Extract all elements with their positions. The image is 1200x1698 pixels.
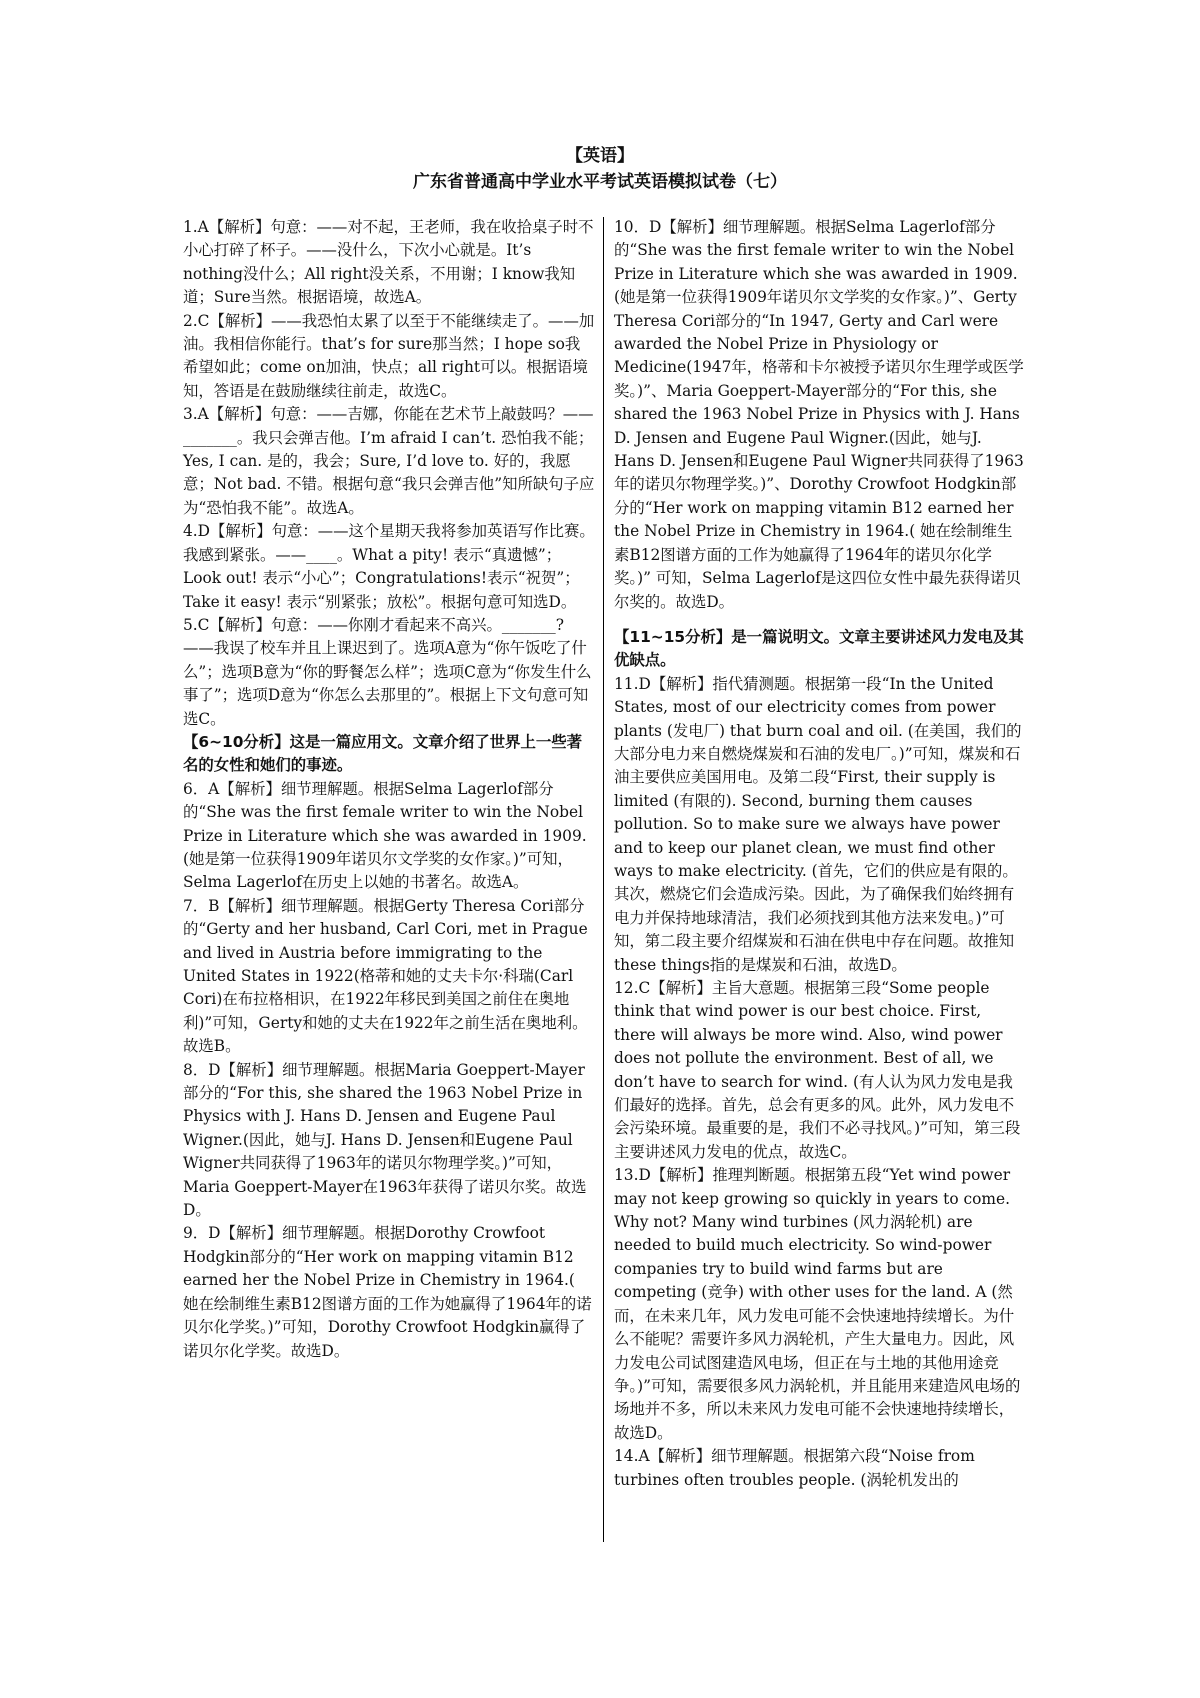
answer-paragraph: 2.C【解析】——我恐怕太累了以至于不能继续走了。——加油。我相信你能行。that’s for sure那当然；I hope so我希望如此；come on加油，快点；all right可以。根据语境知，答语是在鼓励继续往前走，故选C。 (183, 311, 595, 400)
answer-paragraph: 3.A【解析】句意：——吉娜，你能在艺术节上敲鼓吗？——_______。我只会弹吉他。I’m afraid I can’t. 恐怕我不能；Yes, I can. 是的，我会；Sure, I’d love to. 好的，我愿意；Not bad. 不错。根据句意“我只会弹吉他”知所缺句子应为“恐怕我不能”。故选A。 (183, 405, 595, 517)
answer-paragraph: 8．D【解析】细节理解题。根据Maria Goeppert-Mayer部分的“For this, she shared the 1963 Nobel Prize in Physics with J. Hans D. Jensen and Eugene Paul Wigner.(因此，她与J. Hans D. Jensen和Eugene Paul Wigner共同获得了1963年的诺贝尔物理学奖。)”可知，Maria Goeppert-Mayer在1963年获得了诺贝尔奖。故选D。 (183, 1060, 587, 1220)
subject-heading: 【英语】 (566, 146, 634, 166)
answer-paragraph: 9．D【解析】细节理解题。根据Dorothy Crowfoot Hodgkin部分的“Her work on mapping vitamin B12 earned her the Nobel Prize in Chemistry in 1964.( 她在绘制维生素B12图谱方面的工作为她赢得了1964年的诺贝尔化学奖。)”可知，Dorothy Crowfoot Hodgkin赢得了诺贝尔化学奖。故选D。 (183, 1224, 592, 1360)
answer-paragraph: 7．B【解析】细节理解题。根据Gerty Theresa Cori部分的“Gerty and her husband, Carl Cori, met in Prague and lived in Austria before immigrating to the United States in 1922(格蒂和她的丈夫卡尔·科瑞(Carl Cori)在布拉格相识，在1922年移民到美国之前住在奥地利)”可知，Gerty和她的丈夫在1922年之前生活在奥地利。故选B。 (183, 896, 588, 1056)
answer-paragraph: 13.D【解析】推理判断题。根据第五段“Yet wind power may not keep growing so quickly in years to come. Why not? Many wind turbines (风力涡轮机) are needed to build much electricity. So wind-power companies try to build wind farms but are competing (竞争) with other uses for the land. A (然而，在未来几年，风力发电可能不会快速地持续增长。为什么不能呢？需要许多风力涡轮机，产生大量电力。因此，风力发电公司试图建造风电场，但正在与土地的其他用途竞争。)”可知，需要很多风力涡轮机，并且能用来建造风电场的场地并不多，所以未来风力发电可能不会快速地持续增长，故选D。 (614, 1166, 1021, 1442)
exam-title: 广东省普通高中学业水平考试英语模拟试卷（七） (413, 172, 787, 192)
answer-paragraph: 5.C【解析】句意：——你刚才看起来不高兴。_______? ——我误了校车并且上课迟到了。选项A意为“你午饭吃了什么”；选项B意为“你的野餐怎么样”；选项C意为“你发生什么事了”；选项D意为“你怎么去那里的”。根据上下文句意可知选C。 (183, 615, 592, 728)
section-heading: 【6~10分析】这是一篇应用文。文章介绍了世界上一些著名的女性和她们的事迹。 (183, 732, 583, 775)
section-heading: 【11~15分析】是一篇说明文。文章主要讲述风力发电及其优缺点。 (614, 627, 1024, 670)
answer-paragraph: 4.D【解析】句意：——这个星期天我将参加英语写作比赛。我感到紧张。——____。What a pity! 表示“真遗憾”；Look out! 表示“小心”；Congratulations!表示“祝贺”；Take it easy! 表示“别紧张；放松”。根据句意可知选D。 (183, 522, 595, 611)
answer-paragraph: 6．A【解析】细节理解题。根据Selma Lagerlof部分的“She was the first female writer to win the Nobel Prize in Literature which she was awarded in 1909.(她是第一位获得1909年诺贝尔文学奖的女作家。)”可知，Selma Lagerlof在历史上以她的书著名。故选A。 (183, 779, 587, 892)
right-column (614, 216, 1026, 1492)
left-column (183, 216, 595, 1363)
section-gap (614, 614, 1026, 626)
column-divider (603, 217, 604, 1542)
answer-paragraph: 1.A【解析】句意：——对不起，王老师，我在收拾桌子时不小心打碎了杯子。——没什么，下次小心就是。It’s nothing没什么；All right没关系，不用谢；I know我知道；Sure当然。根据语境，故选A。 (183, 218, 594, 307)
answer-paragraph: 11.D【解析】指代猜测题。根据第一段“In the United States, most of our electricity comes from power plants (发电厂) that burn coal and oil. (在美国，我们的大部分电力来自燃烧煤炭和石油的发电厂。)”可知，煤炭和石油主要供应美国用电。及第二段“First, their supply is limited (有限的). Second, burning them causes pollution. So to make sure we always have power and to keep our planet clean, we must find other ways to make electricity. (首先，它们的供应是有限的。其次，燃烧它们会造成污染。因此，为了确保我们始终拥有电力并保持地球清洁，我们必须找到其他方法来发电。)”可知，第二段主要介绍煤炭和石油在供电中存在问题。故推知these things指的是煤炭和石油，故选D。 (614, 674, 1022, 974)
page-header (0, 143, 1200, 195)
answer-paragraph: 14.A【解析】细节理解题。根据第六段“Noise from turbines often troubles people. (涡轮机发出的 (614, 1447, 975, 1489)
answer-paragraph: 12.C【解析】主旨大意题。根据第三段“Some people think that wind power is our best choice. First, there will always be more wind. Also, wind power does not pollute the environment. Best of all, we don’t have to search for wind. (有人认为风力发电是我们最好的选择。首先，总会有更多的风。此外，风力发电不会污染环境。最重要的是，我们不必寻找风。)”可知，第三段主要讲述风力发电的优点，故选C。 (614, 979, 1021, 1161)
answer-paragraph: 10．D【解析】细节理解题。根据Selma Lagerlof部分的“She was the first female writer to win the Nobel Prize in Literature which she was awarded in 1909.(她是第一位获得1909年诺贝尔文学奖的女作家。)”、Gerty Theresa Cori部分的“In 1947, Gerty and Carl were awarded the Nobel Prize in Physiology or Medicine(1947年，格蒂和卡尔被授予诺贝尔生理学或医学奖。)”、Maria Goeppert-Mayer部分的“For this, she shared the 1963 Nobel Prize in Physics with J. Hans D. Jensen and Eugene Paul Wigner.(因此，她与J. Hans D. Jensen和Eugene Paul Wigner共同获得了1963年的诺贝尔物理学奖。)”、Dorothy Crowfoot Hodgkin部分的“Her work on mapping vitamin B12 earned her the Nobel Prize in Chemistry in 1964.( 她在绘制维生素B12图谱方面的工作为她赢得了1964年的诺贝尔化学奖。)” 可知，Selma Lagerlof是这四位女性中最先获得诺贝尔奖的。故选D。 (614, 218, 1024, 611)
